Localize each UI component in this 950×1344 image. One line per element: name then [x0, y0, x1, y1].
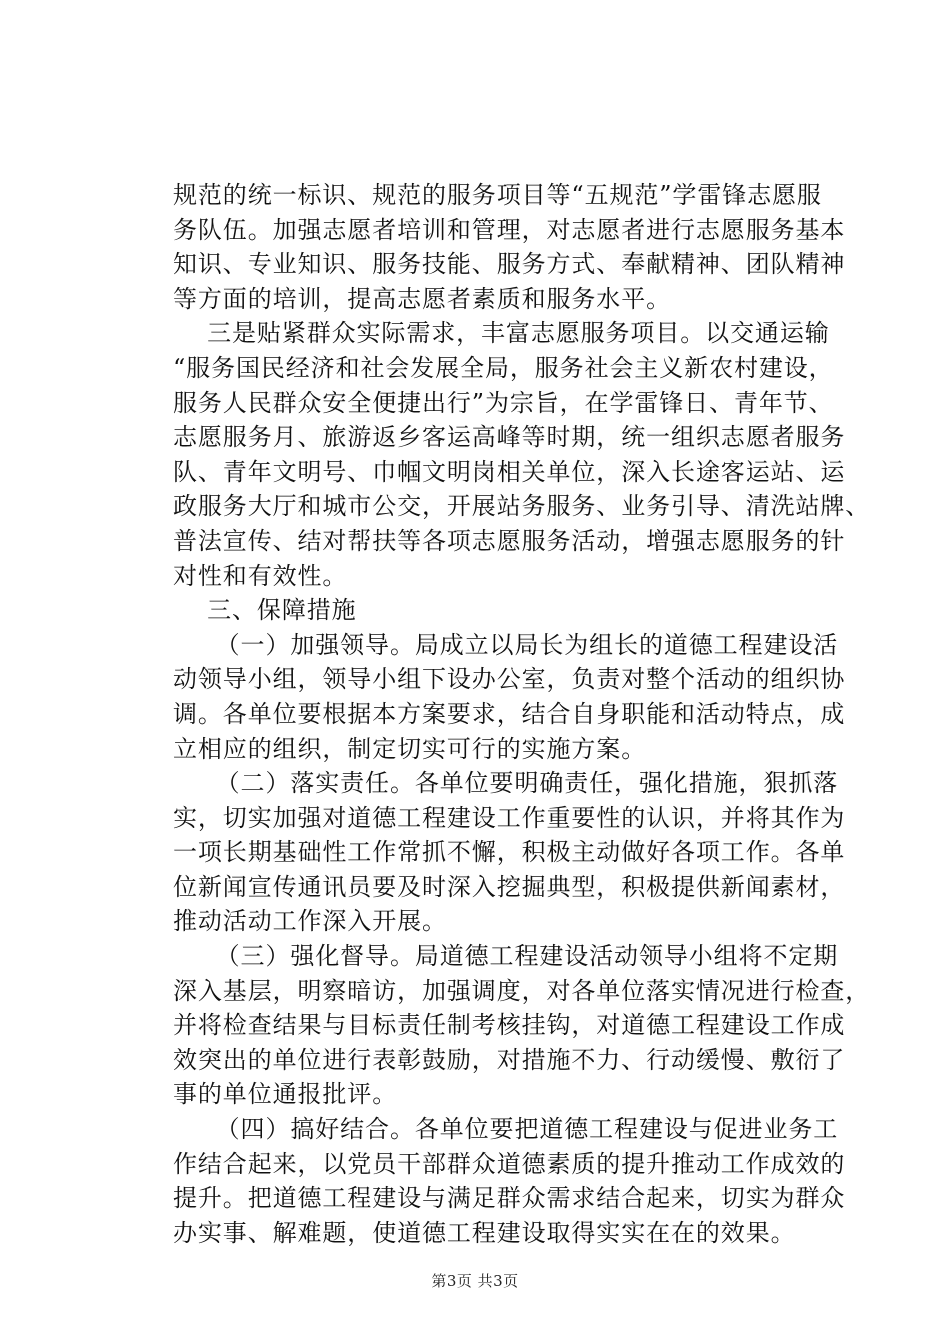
text-line: 政服务大厅和城市公交，开展站务服务、业务引导、清洗站牌、 [173, 492, 871, 521]
text-line: 实，切实加强对道德工程建设工作重要性的认识，并将其作为 [173, 803, 846, 832]
body-text [173, 178, 871, 1250]
text-line: （二）落实责任。各单位要明确责任，强化措施，狠抓落 [173, 769, 839, 798]
page-footer: 第3页 共3页 [431, 1272, 519, 1290]
text-line: 三是贴紧群众实际需求，丰富志愿服务项目。以交通运输 [173, 319, 830, 348]
text-line: 一项长期基础性工作常抓不懈，积极主动做好各项工作。各单 [173, 838, 846, 867]
text-line: “服务国民经济和社会发展全局，服务社会主义新农村建设， [173, 353, 834, 382]
text-line: 效突出的单位进行表彰鼓励，对措施不力、行动缓慢、敷衍了 [173, 1045, 846, 1074]
section-heading: 三、保障措施 [173, 596, 357, 625]
text-line: 规范的统一标识、规范的服务项目等“五规范”学雷锋志愿服 [173, 181, 822, 209]
text-line: 动领导小组，领导小组下设办公室，负责对整个活动的组织协 [173, 665, 846, 694]
text-line: 作结合起来，以党员干部群众道德素质的提升推动工作成效的 [173, 1149, 846, 1178]
text-line: 服务人民群众安全便捷出行”为宗旨，在学雷锋日、青年节、 [173, 388, 834, 417]
text-line: 推动活动工作深入开展。 [173, 907, 447, 936]
text-line: 位新闻宣传通讯员要及时深入挖掘典型，积极提供新闻素材， [173, 872, 846, 901]
text-line: （一）加强领导。局成立以局长为组长的道德工程建设活 [173, 630, 839, 659]
text-line: 事的单位通报批评。 [173, 1080, 398, 1109]
text-line: 办实事、解难题，使道德工程建设取得实实在在的效果。 [173, 1218, 796, 1247]
text-line: （三）强化督导。局道德工程建设活动领导小组将不定期 [173, 942, 839, 971]
text-line: 志愿服务月、旅游返乡客运高峰等时期，统一组织志愿者服务 [173, 423, 846, 452]
text-line: 普法宣传、结对帮扶等各项志愿服务活动，增强志愿服务的针 [173, 526, 846, 555]
text-line: 对性和有效性。 [173, 561, 348, 590]
text-line: 队、青年文明号、巾帼文明岗相关单位，深入长途客运站、运 [173, 457, 846, 486]
text-line: 提升。把道德工程建设与满足群众需求结合起来，切实为群众 [173, 1184, 846, 1213]
text-line: （四）搞好结合。各单位要把道德工程建设与促进业务工 [173, 1115, 839, 1144]
text-line: 并将检查结果与目标责任制考核挂钩，对道德工程建设工作成 [173, 1011, 846, 1040]
text-line: 调。各单位要根据本方案要求，结合自身职能和活动特点，成 [173, 699, 846, 728]
text-line: 立相应的组织，制定切实可行的实施方案。 [173, 734, 647, 763]
text-line: 知识、专业知识、服务技能、服务方式、奉献精神、团队精神 [173, 250, 846, 279]
text-line: 务队伍。加强志愿者培训和管理，对志愿者进行志愿服务基本 [173, 215, 846, 244]
text-line: 等方面的培训，提高志愿者素质和服务水平。 [173, 284, 671, 313]
text-line: 深入基层，明察暗访，加强调度，对各单位落实情况进行检查， [173, 976, 871, 1005]
